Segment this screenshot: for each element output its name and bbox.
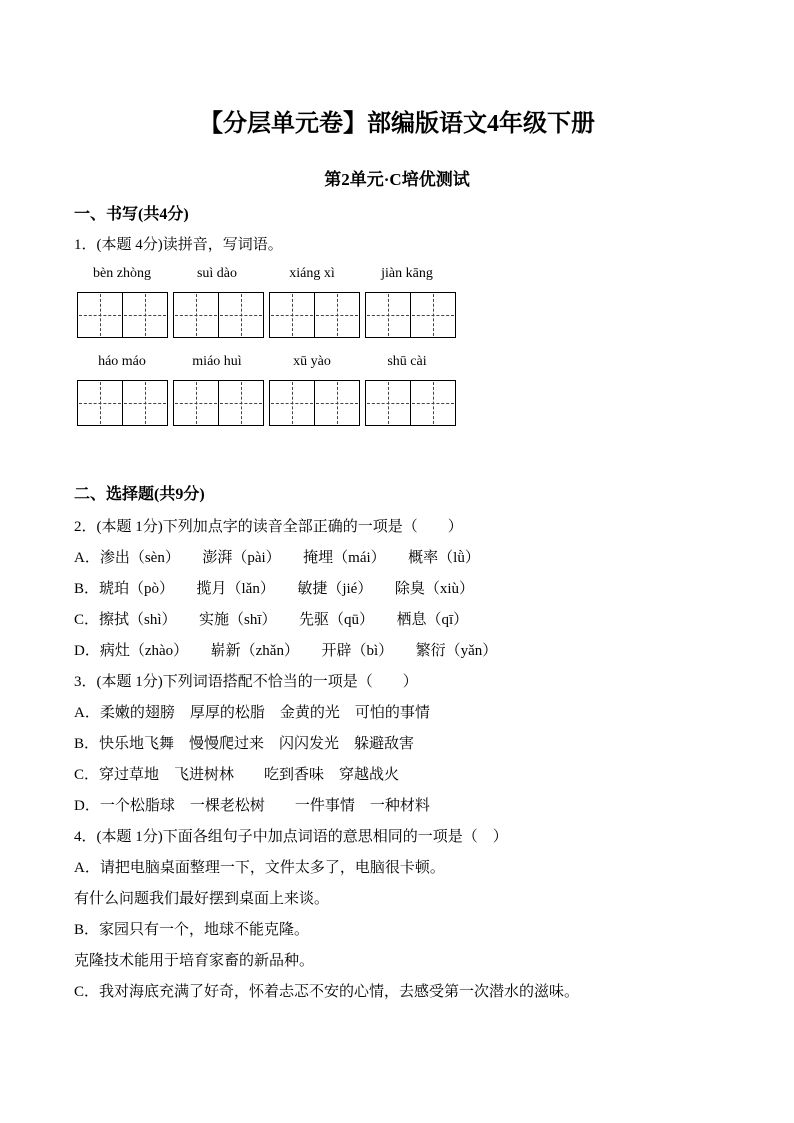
q4-option-a-line-1: A．请把电脑桌面整理一下，文件太多了，电脑很卡顿。 [74,860,445,876]
writing-grid-cell [410,381,455,425]
q4-option-c-line-1: C．我对海底充满了好奇，怀着忐忑不安的心情，去感受第一次潜水的滋味。 [74,984,580,1000]
pinyin-row-2 [77,352,734,372]
writing-grid-cell [174,293,218,337]
pinyin-label-sui-dao: suì dào [196,266,238,281]
question-4-stem: 4．(本题 1分)下面各组句子中加点词语的意思相同的一项是（ ） [74,829,508,845]
writing-grid-cell [314,381,359,425]
writing-grid-row-1 [77,292,734,338]
writing-grid-block [173,292,264,338]
writing-grid-block [365,380,456,426]
q3-option-a: A．柔嫩的翅膀 厚厚的松脂 金黄的光 可怕的事情 [74,705,430,721]
question-1-stem: 1．(本题 4分)读拼音，写词语。 [74,237,283,253]
pinyin-row-1 [77,264,734,284]
writing-grid-block [77,380,168,426]
writing-grid-cell [366,381,410,425]
pinyin-label-ben-zhong: bèn zhòng [93,266,151,281]
q4-option-a-line-2: 有什么问题我们最好摆到桌面上来谈。 [74,891,330,907]
pinyin-label-xu-yao: xū yào [293,354,331,369]
doc-title: 【分层单元卷】部编版语文4年级下册 [199,111,595,137]
pinyin-label-xiang-xi: xiáng xì [289,266,335,281]
writing-grid-block [365,292,456,338]
writing-grid-cell [78,381,122,425]
writing-grid-cell [218,381,263,425]
document-body [0,202,794,1008]
section-choice-heading: 二、选择题(共9分) [74,486,205,503]
writing-grid-cell [174,381,218,425]
writing-grid-block [269,380,360,426]
doc-subtitle: 第2单元·C培优测试 [324,170,470,189]
writing-grid-cell [410,293,455,337]
pinyin-label-hao-mao: háo máo [98,354,146,369]
writing-grid-block [173,380,264,426]
q3-option-d: D．一个松脂球 一棵老松树 一件事情 一种材料 [74,798,430,814]
writing-grid-cell [218,293,263,337]
writing-grid-cell [366,293,410,337]
section-writing-heading: 一、书写(共4分) [74,206,189,223]
pinyin-label-miao-hui: miáo huì [192,354,242,369]
question-3-stem: 3．(本题 1分)下列词语搭配不恰当的一项是（ ） [74,674,418,690]
q2-option-c: C．擦拭（shì） 实施（shī） 先驱（qū） 栖息（qī） [74,612,469,628]
q2-option-a: A．渗出（sèn） 澎湃（pài） 掩埋（mái） 概率（lǜ） [74,550,480,566]
writing-grid-cell [122,381,167,425]
writing-grid-block [77,292,168,338]
question-2-stem: 2．(本题 1分)下列加点字的读音全部正确的一项是（ ） [74,519,463,535]
q4-option-b-line-1: B．家园只有一个，地球不能克隆。 [74,922,310,938]
writing-grid-cell [270,293,314,337]
writing-grid-cell [78,293,122,337]
writing-grid-block [269,292,360,338]
q4-option-b-line-2: 克隆技术能用于培育家畜的新品种。 [74,953,315,969]
writing-grid-cell [314,293,359,337]
q3-option-b: B．快乐地飞舞 慢慢爬过来 闪闪发光 躲避敌害 [74,736,415,752]
pinyin-label-shu-cai: shū cài [387,354,427,369]
q3-option-c: C．穿过草地 飞进树林 吃到香味 穿越战火 [74,767,400,783]
pinyin-label-jian-kang: jiàn kāng [381,266,433,281]
writing-grid-cell [270,381,314,425]
q2-option-d: D．病灶（zhào） 崭新（zhǎn） 开辟（bì） 繁衍（yǎn） [74,643,498,659]
writing-grid-cell [122,293,167,337]
writing-grid-row-2 [77,380,734,426]
q2-option-b: B．琥珀（pò） 揽月（lǎn） 敏捷（jié） 除臭（xiù） [74,581,474,597]
